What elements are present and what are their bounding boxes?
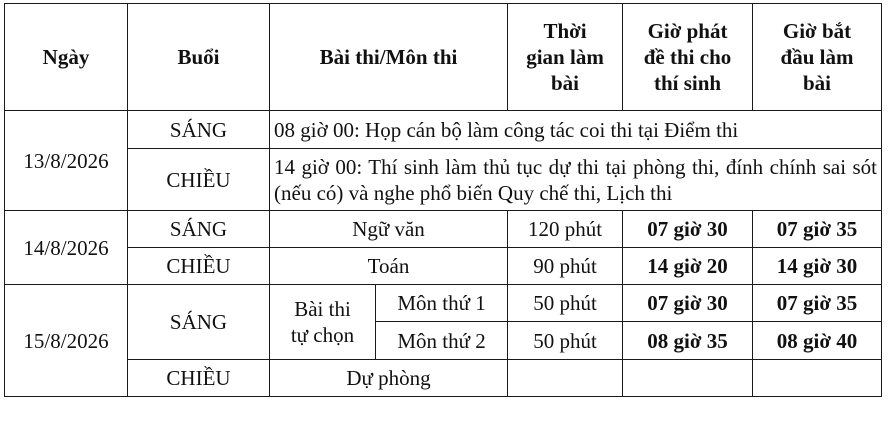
header-gio-phat-de: Giờ phát đề thi cho thí sinh [623, 4, 753, 111]
start-time-cell [753, 360, 882, 397]
paper-time-cell: 07 giờ 30 [623, 285, 753, 322]
duration-cell [508, 360, 623, 397]
duration-cell: 90 phút [508, 248, 623, 285]
table-body [5, 111, 882, 397]
start-time-cell: 07 giờ 35 [753, 285, 882, 322]
subject-cell: Môn thứ 2 [376, 322, 508, 360]
note-cell: 08 giờ 00: Họp cán bộ làm công tác coi thi tại Điểm thi [270, 111, 882, 149]
subject-cell: Ngữ văn [270, 211, 508, 248]
table-row [5, 111, 882, 149]
header-buoi: Buổi [128, 4, 270, 111]
duration-cell: 50 phút [508, 322, 623, 360]
session-cell: SÁNG [128, 211, 270, 248]
group-cell: Bài thi tự chọn [270, 285, 376, 360]
paper-time-cell: 07 giờ 30 [623, 211, 753, 248]
duration-cell: 50 phút [508, 285, 623, 322]
session-cell: CHIỀU [128, 149, 270, 211]
start-time-cell: 14 giờ 30 [753, 248, 882, 285]
paper-time-cell: 08 giờ 35 [623, 322, 753, 360]
table-row [5, 211, 882, 248]
table-row [5, 360, 882, 397]
session-cell: SÁNG [128, 285, 270, 360]
date-cell: 14/8/2026 [5, 211, 128, 285]
header-thoi-gian: Thời gian làm bài [508, 4, 623, 111]
exam-schedule-table [4, 3, 882, 397]
subject-cell: Dự phòng [270, 360, 508, 397]
header-gio-bat-dau: Giờ bắt đầu làm bài [753, 4, 882, 111]
session-cell: CHIỀU [128, 360, 270, 397]
paper-time-cell: 14 giờ 20 [623, 248, 753, 285]
paper-time-cell [623, 360, 753, 397]
start-time-cell: 07 giờ 35 [753, 211, 882, 248]
subject-cell: Môn thứ 1 [376, 285, 508, 322]
header-row [5, 4, 882, 111]
table-row [5, 285, 882, 322]
header-ngay: Ngày [5, 4, 128, 111]
table-row [5, 149, 882, 211]
date-cell: 13/8/2026 [5, 111, 128, 211]
date-cell: 15/8/2026 [5, 285, 128, 397]
header-bai-thi: Bài thi/Môn thi [270, 4, 508, 111]
subject-cell: Toán [270, 248, 508, 285]
table-row [5, 248, 882, 285]
start-time-cell: 08 giờ 40 [753, 322, 882, 360]
session-cell: CHIỀU [128, 248, 270, 285]
duration-cell: 120 phút [508, 211, 623, 248]
table-header [5, 4, 882, 111]
note-cell: 14 giờ 00: Thí sinh làm thủ tục dự thi tại phòng thi, đính chính sai sót (nếu có) và nghe phổ biến Quy chế thi, Lịch thi [270, 149, 882, 211]
session-cell: SÁNG [128, 111, 270, 149]
